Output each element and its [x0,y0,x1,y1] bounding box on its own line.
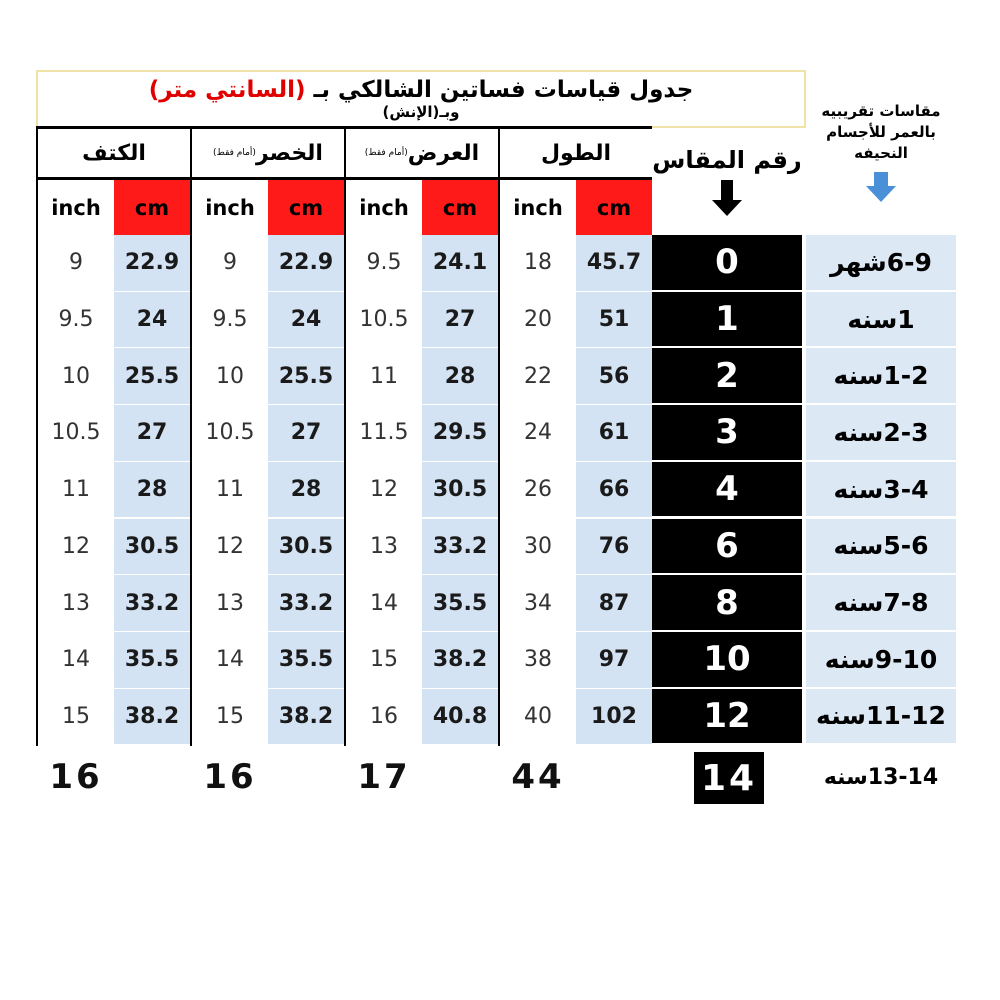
unit-inch-length: inch [513,195,563,220]
shoulder-cm-cell: 24 [114,292,190,348]
header-shoulder [38,128,190,178]
width-inch-cell: 11.5 [346,405,422,461]
waist-inch-cell: 10 [192,348,268,404]
size-number-cell: 1 [652,292,802,347]
age-cell: 9-10سنه [806,632,956,687]
waist-inch-cell: 15 [192,689,268,745]
unit-cm-shoulder: cm [114,180,190,235]
waist-inch-cell: 14 [192,632,268,688]
width-cm-cell: 33.2 [422,519,498,575]
last-waist: 16 [203,757,257,797]
size-number-cell: 6 [652,519,802,574]
header-length [500,128,652,178]
size-number-cell: 8 [652,575,802,630]
waist-cm-cell: 33.2 [268,575,344,631]
width-cm-cell: 38.2 [422,632,498,688]
width-cm-cell: 28 [422,348,498,404]
divider-line-2 [190,126,192,746]
waist-cm-cell: 28 [268,462,344,518]
shoulder-cm-cell: 35.5 [114,632,190,688]
unit-inch-waist: inch [205,195,255,220]
age-cell: 11-12سنه [806,689,956,744]
shoulder-cm-cell: 27 [114,405,190,461]
age-cell: 1-2سنه [806,348,956,403]
unit-cm-length: cm [576,180,652,235]
waist-cm-cell: 25.5 [268,348,344,404]
length-cm-cell: 61 [576,405,652,461]
divider-line-4 [498,126,500,746]
width-cm-cell: 40.8 [422,689,498,745]
title-line1 [149,77,694,103]
length-cm-cell: 56 [576,348,652,404]
header-width-label: العرض [407,140,480,166]
length-inch-cell: 24 [500,405,576,461]
size-number-cell: 3 [652,405,802,460]
title-main: جدول قياسات فساتين الشالكي بـ [313,77,694,103]
waist-cm-cell: 22.9 [268,235,344,291]
length-cm-cell: 76 [576,519,652,575]
width-cm-cell: 24.1 [422,235,498,291]
age-cell: 5-6سنه [806,519,956,574]
width-cm-cell: 35.5 [422,575,498,631]
approx-line2: بالعمر للأجسام [826,123,936,141]
length-cm-cell: 66 [576,462,652,518]
header-width [346,128,498,178]
width-cm-cell: 27 [422,292,498,348]
size-number-cell: 4 [652,462,802,517]
width-inch-cell: 16 [346,689,422,745]
title-unit-inch: وبـ(الإنش) [382,103,460,121]
width-cm-cell: 29.5 [422,405,498,461]
shoulder-cm-cell: 25.5 [114,348,190,404]
length-inch-cell: 34 [500,575,576,631]
header-waist-note: (أمام فقط) [213,148,256,158]
last-age: 13-14سنه [823,764,939,790]
age-cell: 6-9شهر [806,235,956,290]
header-width-note: (أمام فقط) [364,148,408,158]
size-number-cell: 0 [652,235,802,290]
header-waist [192,128,344,178]
size-number-cell: 2 [652,348,802,403]
length-cm-cell: 51 [576,292,652,348]
length-inch-cell: 30 [500,519,576,575]
width-inch-cell: 14 [346,575,422,631]
shoulder-inch-cell: 14 [38,632,114,688]
shoulder-inch-cell: 10.5 [38,405,114,461]
size-number-cell: 12 [652,689,802,744]
waist-cm-cell: 38.2 [268,689,344,745]
size-chart [36,70,956,800]
unit-cm-width: cm [422,180,498,235]
length-cm-cell: 45.7 [576,235,652,291]
waist-inch-cell: 10.5 [192,405,268,461]
title-unit-cm: (السانتي متر) [148,77,306,103]
shoulder-cm-cell: 22.9 [114,235,190,291]
shoulder-inch-cell: 15 [38,689,114,745]
width-inch-cell: 9.5 [346,235,422,291]
down-arrow-blue-icon [864,170,898,204]
length-inch-cell: 22 [500,348,576,404]
waist-inch-cell: 13 [192,575,268,631]
last-width: 17 [357,757,411,797]
length-inch-cell: 20 [500,292,576,348]
approx-line3: النحيفه [854,144,908,162]
shoulder-inch-cell: 13 [38,575,114,631]
last-size: 14 [694,752,764,804]
approx-header [806,70,956,235]
age-cell: 2-3سنه [806,405,956,460]
shoulder-inch-cell: 9.5 [38,292,114,348]
shoulder-inch-cell: 12 [38,519,114,575]
shoulder-cm-cell: 28 [114,462,190,518]
shoulder-inch-cell: 10 [38,348,114,404]
unit-cm-waist: cm [268,180,344,235]
shoulder-cm-cell: 38.2 [114,689,190,745]
down-arrow-black-icon [710,178,744,218]
shoulder-inch-cell: 11 [38,462,114,518]
last-length: 44 [511,757,565,797]
size-header-label: رقم المقاس [652,145,802,174]
size-number-cell: 10 [652,632,802,687]
waist-cm-cell: 35.5 [268,632,344,688]
waist-inch-cell: 9 [192,235,268,291]
length-inch-cell: 38 [500,632,576,688]
length-cm-cell: 87 [576,575,652,631]
divider-line-3 [344,126,346,746]
width-cm-cell: 30.5 [422,462,498,518]
age-cell: 7-8سنه [806,575,956,630]
width-inch-cell: 10.5 [346,292,422,348]
length-inch-cell: 18 [500,235,576,291]
header-waist-label: الخصر [255,140,323,166]
last-shoulder: 16 [49,757,103,797]
width-inch-cell: 13 [346,519,422,575]
approx-line1: مقاسات تقريبيه [821,102,941,120]
waist-inch-cell: 11 [192,462,268,518]
shoulder-cm-cell: 33.2 [114,575,190,631]
waist-inch-cell: 9.5 [192,292,268,348]
divider-line-1 [36,126,38,746]
unit-inch-shoulder: inch [51,195,101,220]
width-inch-cell: 15 [346,632,422,688]
width-inch-cell: 12 [346,462,422,518]
waist-cm-cell: 24 [268,292,344,348]
shoulder-inch-cell: 9 [38,235,114,291]
length-inch-cell: 26 [500,462,576,518]
waist-inch-cell: 12 [192,519,268,575]
waist-cm-cell: 30.5 [268,519,344,575]
size-header [652,128,802,235]
header-length-label: الطول [540,140,612,166]
header-shoulder-label: الكتف [82,140,146,166]
length-cm-cell: 97 [576,632,652,688]
waist-cm-cell: 27 [268,405,344,461]
length-cm-cell: 102 [576,689,652,745]
unit-inch-width: inch [359,195,409,220]
title-box [36,70,806,128]
age-cell: 3-4سنه [806,462,956,517]
length-inch-cell: 40 [500,689,576,745]
width-inch-cell: 11 [346,348,422,404]
shoulder-cm-cell: 30.5 [114,519,190,575]
age-cell: 1سنه [806,292,956,347]
